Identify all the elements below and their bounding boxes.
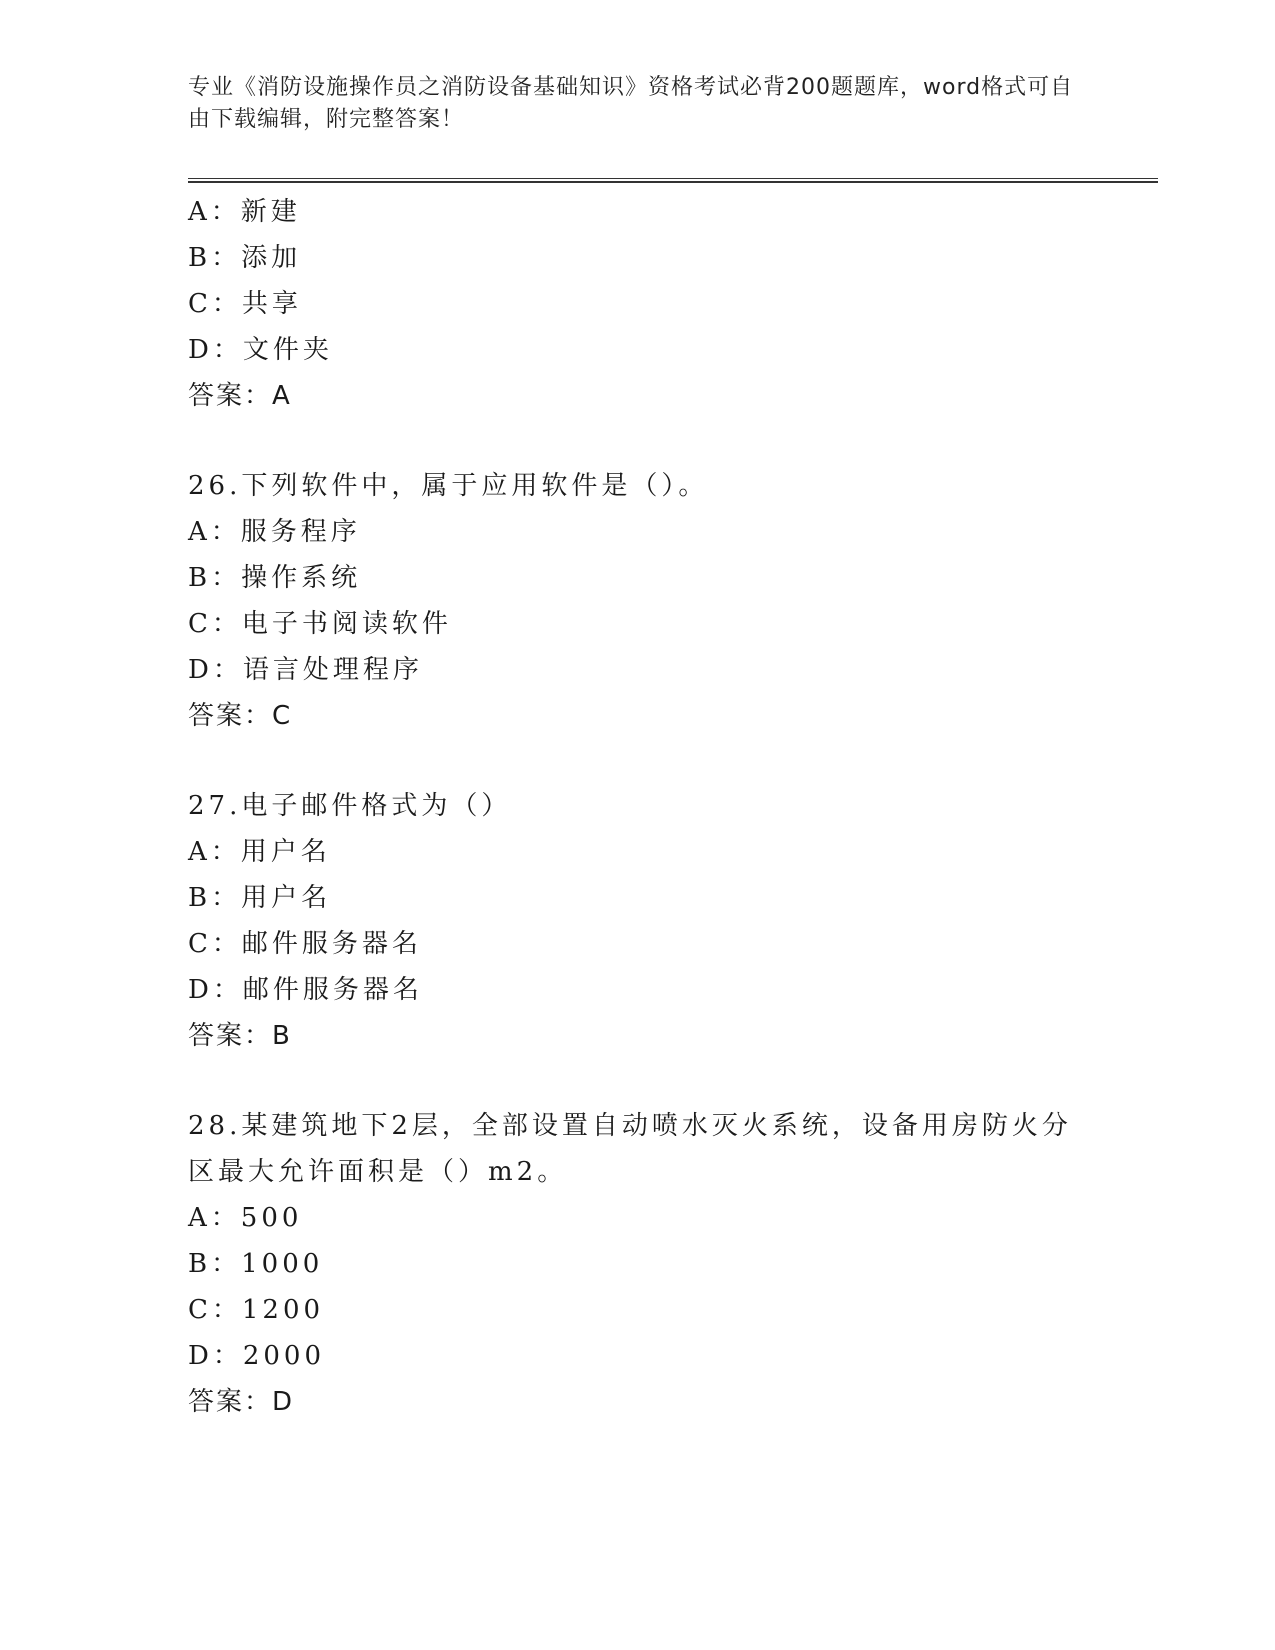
- option-c: C：共享: [188, 289, 302, 319]
- option-c: C：邮件服务器名: [188, 929, 422, 959]
- answer-line: 答案：D: [188, 1387, 295, 1417]
- option-c: C：电子书阅读软件: [188, 609, 452, 639]
- document-header-title: 专业《消防设施操作员之消防设备基础知识》资格考试必背200题题库，word格式可自由下载编辑，附完整答案！: [188, 75, 1074, 132]
- answer-line: 答案：B: [188, 1021, 292, 1051]
- option-b: B：1000: [188, 1249, 324, 1279]
- question-stem: 27.电子邮件格式为（）: [188, 791, 512, 821]
- option-a: A：服务程序: [188, 517, 361, 547]
- option-d: D：邮件服务器名: [188, 975, 423, 1005]
- option-a: A：用户名: [188, 837, 331, 867]
- question-block-27: [188, 783, 1148, 1059]
- question-stem: 28.某建筑地下2层，全部设置自动喷水灭火系统，设备用房防火分区最大允许面积是（）m2。: [188, 1111, 1072, 1187]
- answer-line: 答案：A: [188, 381, 292, 411]
- question-block-26: [188, 463, 1148, 739]
- option-d: D：文件夹: [188, 335, 333, 365]
- question-block-25: [188, 189, 1148, 419]
- question-stem: 26.下列软件中，属于应用软件是（）。: [188, 471, 709, 501]
- option-a: A：新建: [188, 197, 301, 227]
- question-block-28: [188, 1103, 1148, 1425]
- question-list: [188, 189, 1148, 1469]
- answer-line: 答案：C: [188, 701, 293, 731]
- option-a: A：500: [188, 1203, 303, 1233]
- header-divider: [188, 178, 1158, 183]
- option-d: D：语言处理程序: [188, 655, 423, 685]
- option-b: B：添加: [188, 243, 302, 273]
- option-b: B：用户名: [188, 883, 332, 913]
- option-d: D：2000: [188, 1341, 326, 1371]
- option-b: B：操作系统: [188, 563, 362, 593]
- option-c: C：1200: [188, 1295, 325, 1325]
